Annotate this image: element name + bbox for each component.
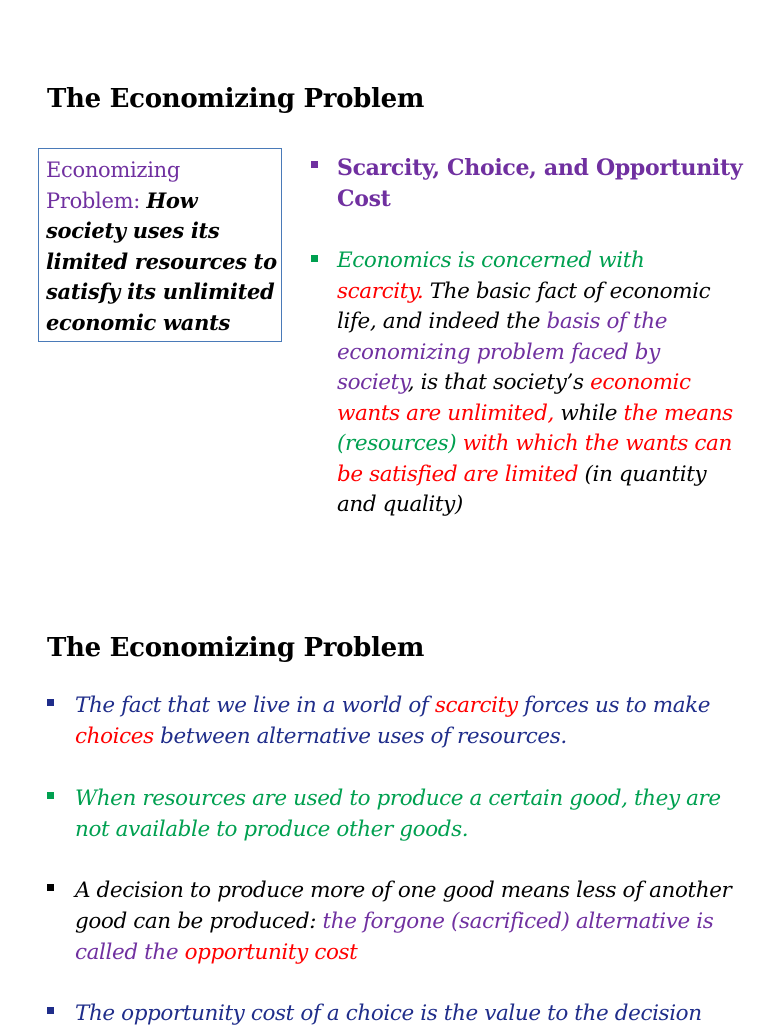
square-bullet-icon <box>47 792 54 799</box>
text-run: scarcity <box>434 693 518 718</box>
square-bullet-icon <box>311 255 318 262</box>
square-bullet-icon <box>311 161 318 168</box>
definition-text: How society uses its limited resources to satisfy its unlimited economic wants <box>46 187 277 335</box>
definition-term: Economizing Problem: <box>46 158 180 213</box>
text-run: with which the wants can be satisfied are limited <box>337 431 732 487</box>
slide-2 <box>0 600 768 1024</box>
text-run: while <box>560 400 618 426</box>
text-run: choices <box>75 724 154 749</box>
definition-box <box>38 148 282 342</box>
slide-1-title: The Economizing Problem <box>47 84 425 114</box>
text-run: Economics is concerned with <box>337 248 645 273</box>
text-run: forces us to make <box>524 693 711 718</box>
square-bullet-icon <box>47 1007 54 1014</box>
bullet-text <box>337 246 737 521</box>
text-run: the means <box>623 400 733 426</box>
text-run: (resources) <box>337 431 457 456</box>
slide-2-title: The Economizing Problem <box>47 633 425 663</box>
text-run: (in quantity and quality) <box>337 461 707 517</box>
text-run: , is that society’s <box>407 370 584 395</box>
text-run: basis of the economizing problem faced by society <box>337 309 668 395</box>
text-run: opportunity cost <box>184 940 358 965</box>
bullet-text: When resources are used to produce a certain good, they are not available to produce other goods. <box>75 786 721 842</box>
square-bullet-icon <box>47 884 54 891</box>
text-run: between alternative uses of resources. <box>160 724 567 749</box>
text-run: scarcity. <box>337 278 424 304</box>
bullet-text: The opportunity cost of a choice is the value to the decision <box>75 1001 702 1026</box>
text-run: The basic fact of economic life, and indeed the <box>337 278 711 334</box>
bullet-text <box>75 875 735 968</box>
text-run: The fact that we live in a world of <box>75 693 429 718</box>
bullet-text: Scarcity, Choice, and Opportunity Cost <box>337 155 743 212</box>
text-run: economic wants are unlimited, <box>337 370 691 426</box>
text-run: the forgone (sacrificed) alternative is called the <box>75 909 714 965</box>
square-bullet-icon <box>47 699 54 706</box>
bullet-text <box>75 690 735 752</box>
text-run: A decision to produce more of one good means less of another good can be produced: <box>75 878 732 934</box>
